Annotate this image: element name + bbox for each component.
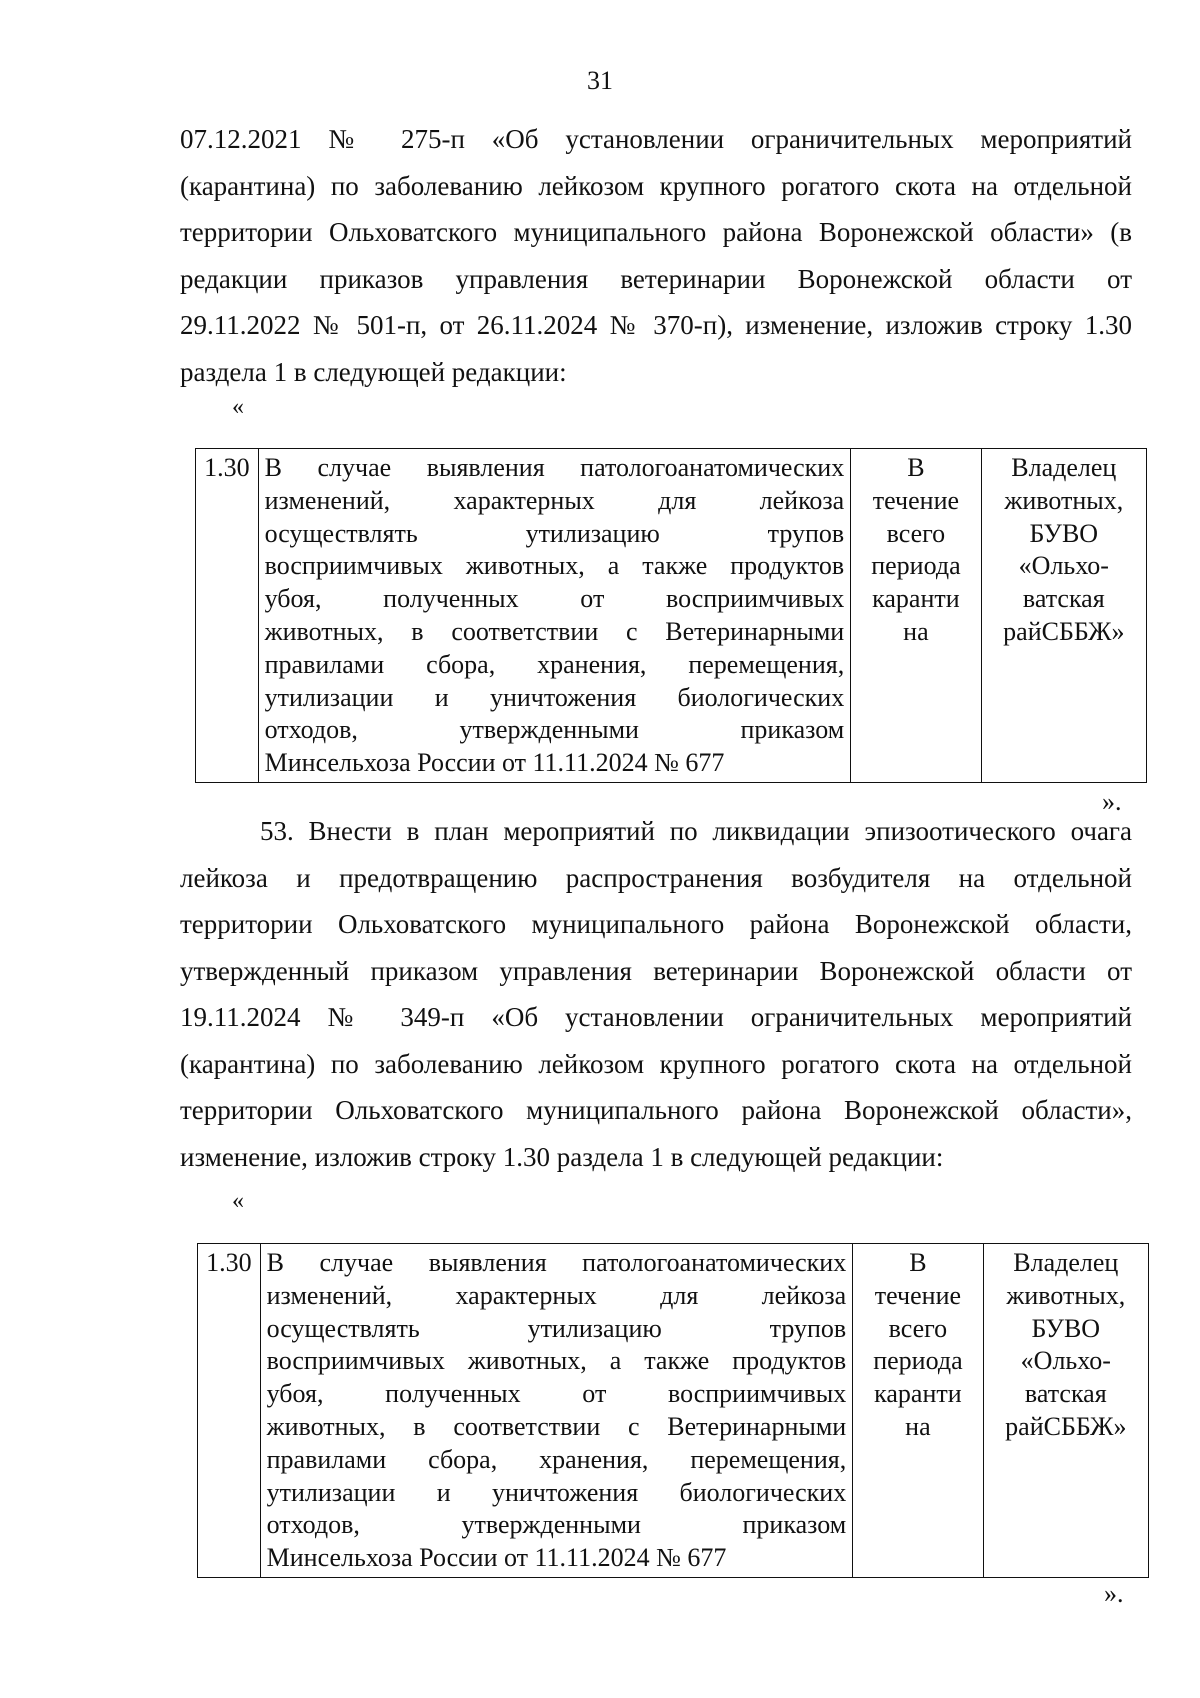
paragraph-line: 07.12.2021 № 275-п «Об установлении ограничительных мероприятий: [180, 124, 1132, 154]
table-row: [196, 449, 1147, 783]
closing-quote: ».: [1102, 787, 1122, 816]
paragraph-line: 53. Внести в план мероприятий по ликвидации эпизоотического очага: [260, 816, 1132, 846]
paragraph-line: утвержденный приказом управления ветеринарии Воронежской области от: [180, 955, 1132, 986]
opening-quote: «: [232, 394, 244, 420]
paragraph-line: территории Ольховатского муниципального района Воронежской области»,: [180, 1095, 1132, 1125]
page-number: 31: [587, 66, 613, 95]
row-number-cell: 1.30: [198, 1244, 261, 1578]
paragraph-line: территории Ольховатского муниципального района Воронежской области» (в: [180, 217, 1132, 247]
table-row: [198, 1244, 1149, 1578]
row-responsible-cell: Владелец животных, БУВО «Ольхо- ватская райСББЖ»: [981, 449, 1146, 783]
amendment-table-1: [195, 448, 1147, 783]
paragraph-line: (карантина) по заболеванию лейкозом крупного рогатого скота на отдельной: [180, 170, 1132, 201]
row-number-cell: 1.30: [196, 449, 259, 783]
paragraph-continuation: [180, 116, 1132, 395]
closing-quote: ».: [1104, 1579, 1124, 1608]
row-text-cell: В случае выявления патологоанатомических изменений, характерных для лейкоза осуществлять утилизацию трупов восприимчивых животных, а также продуктов убоя, полученных от восприимчивых животных, в соответствии с Ветеринарными правилами сбора, хранения, перемещения, утилизации и уничтожения биологических отходов, утвержденными приказом Минсельхоза России от 11.11.2024 № 677: [258, 449, 851, 783]
row-responsible-cell: Владелец животных, БУВО «Ольхо- ватская райСББЖ»: [983, 1244, 1148, 1578]
paragraph-line: изменение, изложив строку 1.30 раздела 1 в следующей редакции:: [180, 1141, 944, 1172]
paragraph-line: 29.11.2022 № 501-п, от 26.11.2024 № 370-п), изменение, изложив строку 1.30: [180, 310, 1132, 340]
paragraph-line: 19.11.2024 № 349-п «Об установлении ограничительных мероприятий: [180, 1002, 1132, 1032]
row-term-cell: В течение всего периода каранти на: [851, 449, 981, 783]
row-term-cell: В течение всего периода каранти на: [853, 1244, 983, 1578]
row-text-cell: В случае выявления патологоанатомических изменений, характерных для лейкоза осуществлять утилизацию трупов восприимчивых животных, а также продуктов убоя, полученных от восприимчивых животных, в соответствии с Ветеринарными правилами сбора, хранения, перемещения, утилизации и уничтожения биологических отходов, утвержденными приказом Минсельхоза России от 11.11.2024 № 677: [260, 1244, 853, 1578]
paragraph-item-53: [180, 808, 1132, 1180]
amendment-table-2: [197, 1243, 1149, 1578]
opening-quote: «: [232, 1188, 244, 1214]
paragraph-line: (карантина) по заболеванию лейкозом крупного рогатого скота на отдельной: [180, 1048, 1132, 1079]
paragraph-line: лейкоза и предотвращению распространения возбудителя на отдельной: [180, 862, 1132, 893]
paragraph-line: редакции приказов управления ветеринарии Воронежской области от: [180, 263, 1132, 294]
paragraph-line: территории Ольховатского муниципального района Воронежской области,: [180, 909, 1132, 939]
paragraph-line: раздела 1 в следующей редакции:: [180, 356, 567, 387]
